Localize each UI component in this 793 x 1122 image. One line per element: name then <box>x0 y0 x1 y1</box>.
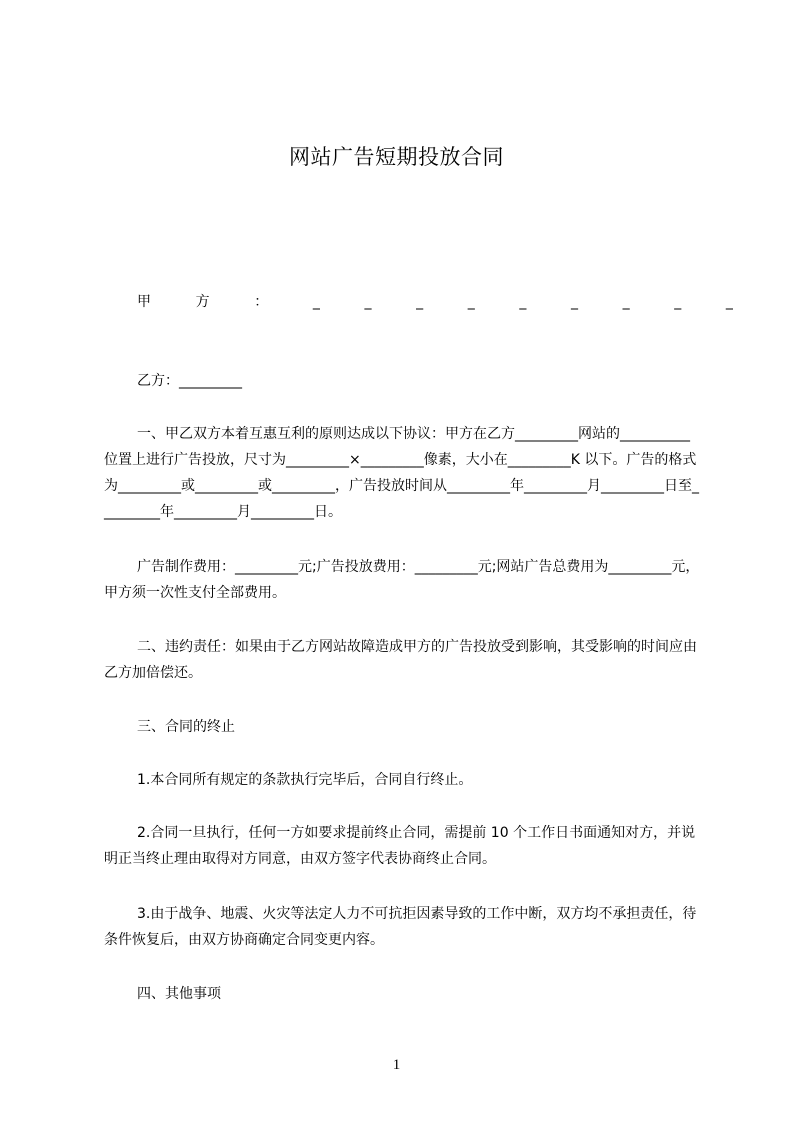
party-a-char: ： <box>254 294 269 310</box>
termination-item-3: 3.由于战争、地震、火灾等法定人力不可抗拒因素导致的工作中断，双方均不承担责任，待条件恢复后，由双方协商确定合同变更内容。 <box>104 906 697 948</box>
party-a-blank: _ <box>312 294 320 310</box>
clause-cooperation: 一、甲乙双方本着互惠互利的原则达成以下协议：甲方在乙方_________网站的__________位置上进行广告投放，尺寸为_________×_________像素，大小在_________K 以下。广告的格式为_________或_________或_________，广告投放时间从_________年_________月_________日至_________年_________月_________日。 <box>104 426 699 520</box>
party-b-line: 乙方：_________ <box>137 373 242 389</box>
section-heading-other: 四、其他事项 <box>137 986 221 1002</box>
clause-liability: 二、违约责任：如果由于乙方网站故障造成甲方的广告投放受到影响，其受影响的时间应由乙方加倍偿还。 <box>104 639 697 681</box>
party-a-blank: _ <box>519 294 527 310</box>
page-number: 1 <box>392 1057 401 1073</box>
party-a-char: 甲 <box>137 294 151 310</box>
party-a-blank: _ <box>467 294 475 310</box>
party-a-blank: _ <box>364 294 372 310</box>
party-a-blank: _ <box>674 294 682 310</box>
termination-item-1: 1.本合同所有规定的条款执行完毕后，合同自行终止。 <box>137 772 473 788</box>
party-a-line <box>104 289 733 315</box>
termination-item-2: 2.合同一旦执行，任何一方如要求提前终止合同，需提前 10 个工作日书面通知对方，并说明正当终止理由取得对方同意，由双方签字代表协商终止合同。 <box>104 825 696 867</box>
clause-fees: 广告制作费用：_________元;广告投放费用：_________元;网站广告总费用为_________元，甲方须一次性支付全部费用。 <box>104 559 700 601</box>
party-a-blank: _ <box>416 294 424 310</box>
party-a-blank: _ <box>622 294 630 310</box>
party-a-blank: _ <box>725 294 733 310</box>
document-title: 网站广告短期投放合同 <box>289 145 504 169</box>
party-a-char: 方 <box>195 294 210 310</box>
party-a-blank: _ <box>571 294 578 310</box>
section-heading-termination: 三、合同的终止 <box>137 719 235 735</box>
